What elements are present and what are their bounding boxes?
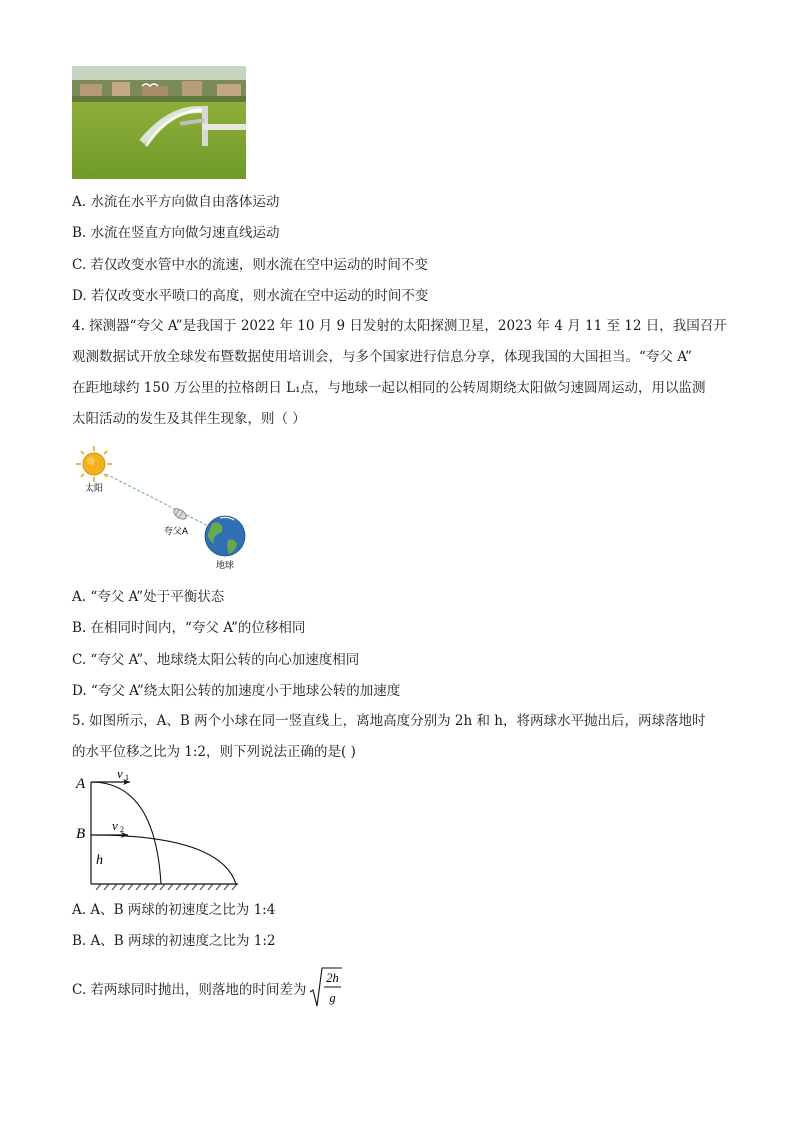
v1-label: v: [117, 766, 123, 781]
q3-option-c: C. 若仅改变水管中水的流速，则水流在空中运动的时间不变: [72, 257, 428, 273]
sun-label: 太阳: [84, 484, 104, 494]
sun-earth-figure: [70, 444, 260, 572]
v2-subscript: 2: [120, 825, 124, 834]
trajectory-a: [91, 782, 161, 884]
sqrt-formula: [309, 966, 343, 1010]
q4-option-b: B. 在相同时间内，“夸父 A”的位移相同: [72, 620, 306, 636]
q5-option-a: A. A、B 两球的初速度之比为 1:4: [72, 902, 276, 918]
formula-denominator: g: [329, 991, 337, 1005]
q4-line: 4. 探测器“夸父 A”是我国于 2022 年 10 月 9 日发射的太阳探测卫星，2023 年 4 月 11 至 12 日，我国召开: [72, 318, 727, 334]
q4-option-c: C. “夸父 A”、地球绕太阳公转的向心加速度相同: [72, 652, 360, 668]
point-b-label: B: [76, 826, 86, 842]
q5-line: 的水平位移之比为 1:2，则下列说法正确的是( ): [72, 744, 356, 760]
q3-option-a: A. 水流在水平方向做自由落体运动: [72, 194, 280, 210]
irrigation-photo: [72, 66, 246, 179]
earth-icon: [205, 516, 245, 556]
projectile-figure: [70, 766, 250, 890]
q3-option-b: B. 水流在竖直方向做匀速直线运动: [72, 225, 280, 241]
q4-option-d: D. “夸父 A”绕太阳公转的加速度小于地球公转的加速度: [72, 683, 401, 699]
earth-label: 地球: [215, 561, 235, 571]
q4-stem: [72, 311, 732, 435]
q3-option-d: D. 若仅改变水平喷口的高度，则水流在空中运动的时间不变: [72, 288, 429, 304]
q4-option-a: A. “夸父 A”处于平衡状态: [72, 589, 225, 605]
q5-option-c-text: C. 若两球同时抛出，则落地的时间差为: [72, 982, 307, 998]
v1-subscript: 1: [125, 773, 129, 782]
q5-stem: [72, 706, 732, 768]
formula-numerator: 2h: [326, 971, 340, 985]
probe-label: 夸父A: [163, 527, 189, 537]
v2-label: v: [112, 818, 118, 833]
trajectory-b: [91, 835, 236, 884]
height-label: h: [96, 853, 103, 868]
q5-line: 5. 如图所示，A、B 两个小球在同一竖直线上，离地高度分别为 2h 和 h，将两球水平抛出后，两球落地时: [72, 713, 706, 729]
q4-line: 太阳活动的发生及其伴生现象，则（ ）: [72, 411, 306, 427]
q5-option-b: B. A、B 两球的初速度之比为 1:2: [72, 933, 276, 949]
q4-line: 在距地球约 150 万公里的拉格朗日 L₁点，与地球一起以相同的公转周期绕太阳做匀速圆周运动，用以监测: [72, 380, 706, 396]
q5-option-c: [72, 966, 343, 1010]
point-a-label: A: [76, 776, 86, 792]
q4-line: 观测数据试开放全球发布暨数据使用培训会，与多个国家进行信息分享，体现我国的大国担当。“夸父 A”: [72, 349, 692, 365]
